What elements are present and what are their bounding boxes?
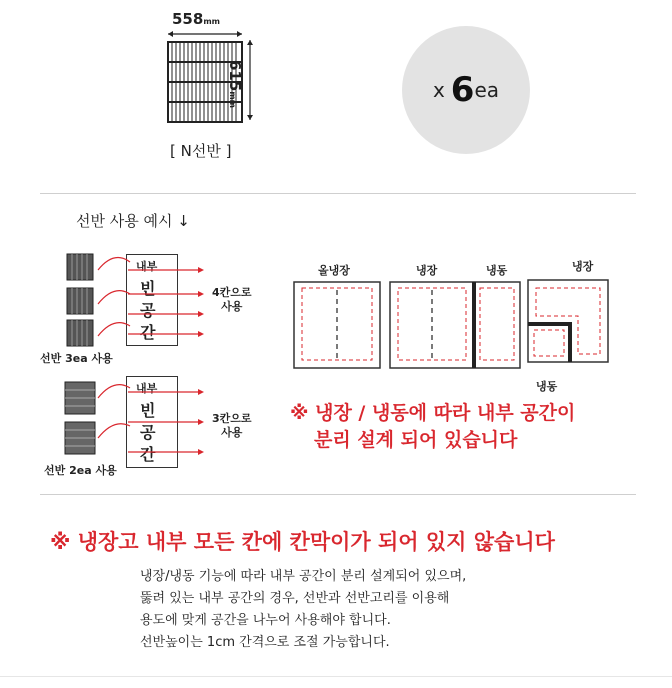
shelf-name: [ N선반 ] — [170, 142, 232, 160]
inner-char-1-three: 빈 — [140, 279, 156, 298]
description-line-3: 용도에 맞게 공간을 나누어 사용해야 합니다. — [140, 613, 391, 628]
separation-note-line2: 분리 설계 되어 있습니다 — [314, 429, 518, 451]
description-line-2: 뚫려 있는 내부 공간의 경우, 선반과 선반고리를 이용해 — [140, 591, 450, 606]
result-four-line1: 4칸으로 — [212, 286, 252, 299]
result-four-label — [212, 286, 252, 314]
inner-char-3-three: 간 — [140, 323, 156, 342]
label-l-freezer: 냉동 — [536, 380, 558, 393]
result-three-label — [212, 412, 252, 440]
inner-char-2-three: 공 — [140, 301, 156, 320]
shelf-width-value: 558 — [172, 10, 204, 28]
label-split-freezer: 냉동 — [486, 264, 508, 277]
shelf-height-label — [226, 60, 244, 108]
inner-space-top-two: 내부 — [136, 382, 158, 395]
main-notice: ※ 냉장고 내부 모든 칸에 칸막이가 되어 있지 않습니다 — [50, 530, 555, 554]
quantity-prefix: x — [432, 78, 445, 102]
quantity-unit: ea — [474, 78, 500, 102]
shelf-height-unit: mm — [228, 91, 237, 108]
inner-space-top-three: 내부 — [136, 260, 158, 273]
shelf-diagram — [160, 28, 270, 128]
divider-top — [40, 193, 636, 194]
fridge-layouts — [290, 276, 620, 376]
result-four-line2: 사용 — [221, 300, 243, 313]
description-line-1: 냉장/냉동 기능에 따라 내부 공간이 분리 설계되어 있으며, — [140, 569, 467, 584]
shelf-height-value: 615 — [226, 60, 244, 92]
description-block — [140, 566, 466, 654]
label-split-fridge: 냉장 — [416, 264, 438, 277]
inner-char-3-two: 간 — [140, 445, 156, 464]
quantity-number: 6 — [450, 70, 475, 110]
two-shelves-icon — [64, 380, 98, 456]
two-shelf-arrows — [94, 376, 206, 468]
inner-char-1-two: 빈 — [140, 401, 156, 420]
result-three-line1: 3칸으로 — [212, 412, 252, 425]
quantity-badge — [402, 26, 530, 154]
three-shelves-caption: 선반 3ea 사용 — [40, 352, 113, 365]
label-l-fridge: 냉장 — [572, 260, 594, 273]
shelf-width-label — [172, 10, 220, 28]
result-three-line2: 사용 — [221, 426, 243, 439]
bottom-edge-line — [0, 676, 672, 677]
three-shelves-icon — [66, 252, 96, 348]
separation-note — [290, 400, 575, 454]
three-shelf-arrows — [94, 250, 206, 350]
description-line-4: 선반높이는 1cm 간격으로 조절 가능합니다. — [140, 635, 390, 650]
separation-note-line1: ※ 냉장 / 냉동에 따라 내부 공간이 — [290, 402, 576, 424]
two-shelves-caption: 선반 2ea 사용 — [44, 464, 117, 477]
label-combined: 올냉장 — [318, 264, 350, 277]
divider-bottom — [40, 494, 636, 495]
shelf-width-unit: mm — [203, 17, 220, 26]
example-title: 선반 사용 예시 ↓ — [76, 212, 190, 230]
inner-char-2-two: 공 — [140, 423, 156, 442]
